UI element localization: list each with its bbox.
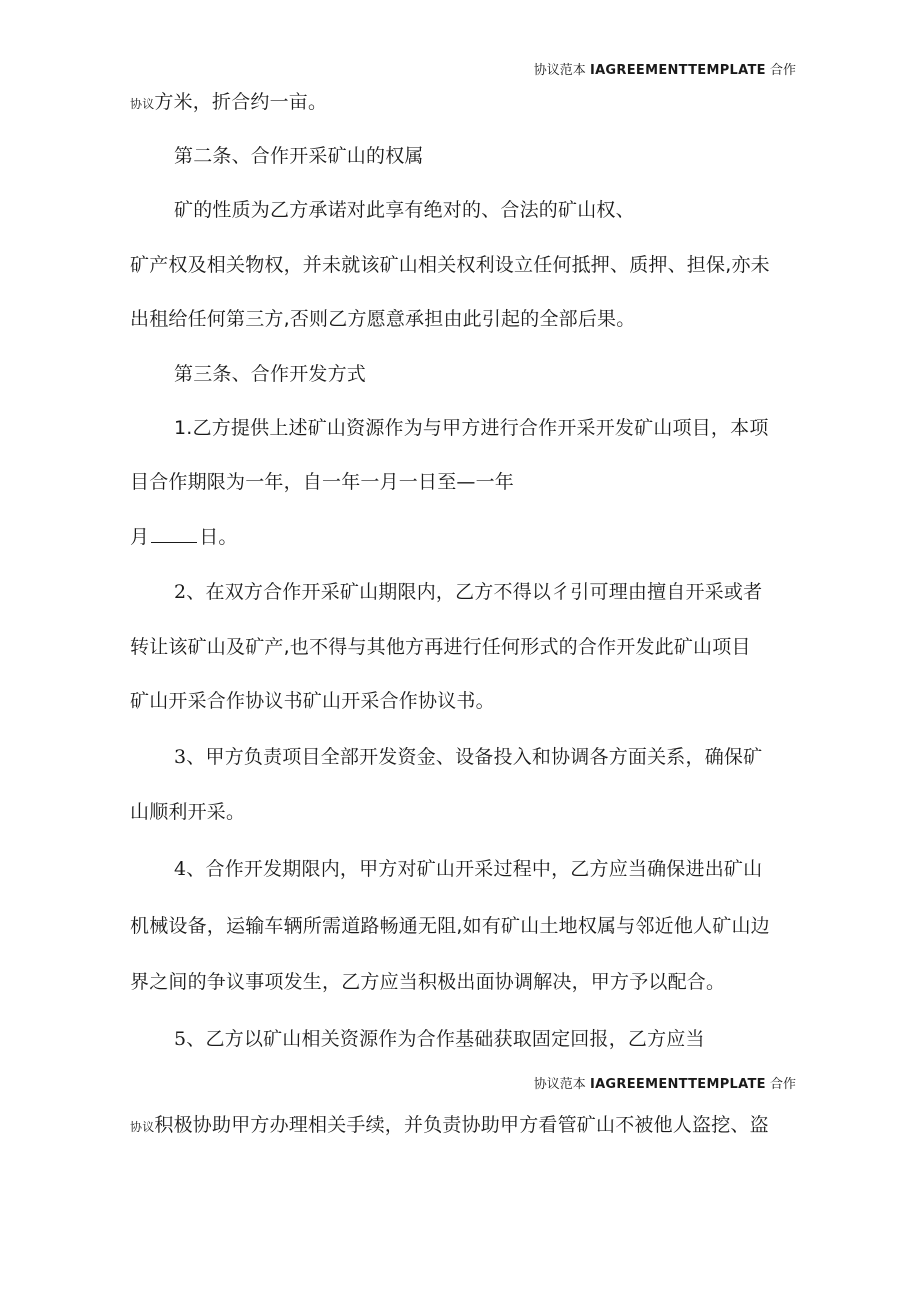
line-prefix: 协议: [130, 1120, 155, 1134]
line-text: 、合作开发期限内，甲方对矿山开采过程中，乙方应当确保进出矿山: [186, 858, 763, 880]
line-text: 、在双方合作开采矿山期限内，乙方不得以彳引可理由擅自开采或者: [186, 581, 763, 603]
text-line: 1.乙方提供上述矿山资源作为与甲方进行合作开采开发矿山项目，本项: [174, 417, 769, 439]
text-line: [174, 580, 762, 604]
clause-number: 5: [174, 1028, 187, 1050]
line-prefix: 协议: [130, 97, 155, 111]
section-heading: 第三条、合作开发方式: [174, 363, 367, 385]
text-line: 山顺利开采。: [130, 801, 246, 823]
text-line: [174, 857, 762, 881]
text-line: 界之间的争议事项发生，乙方应当积极出面协调解决，甲方予以配合。: [130, 971, 726, 993]
header-bold: IAGREEMENTTEMPLATE: [589, 63, 766, 78]
header-post: 合作: [769, 1077, 796, 1092]
line-text: 、甲方负责项目全部开发资金、设备投入和协调各方面关系，确保矿: [186, 746, 763, 768]
page-header: [534, 62, 796, 80]
text-line: 矿的性质为乙方承诺对此享有绝对的、合法的矿山权、: [174, 199, 635, 221]
line-text: 积极协助甲方办理相关手续，并负责协助甲方看管矿山不被他人盗挖、盗: [154, 1114, 769, 1136]
header-pre: 协议范本: [533, 1077, 586, 1092]
section-heading: 第二条、合作开采矿山的权属: [174, 145, 424, 167]
text-line: 机械设备，运输车辆所需道路畅通无阻,如有矿山土地权属与邻近他人矿山边: [130, 915, 770, 937]
header-bold: IAGREEMENTTEMPLATE: [589, 1077, 766, 1092]
text-line: [130, 1113, 769, 1139]
line-text: 日。: [199, 526, 238, 548]
text-line: 矿山开采合作协议书矿山开采合作协议书。: [130, 690, 495, 712]
clause-number: 4: [174, 858, 187, 880]
line-text: 方米，折合约一亩。: [154, 91, 328, 113]
text-line: 矿产权及相关物权，并未就该矿山相关权利设立任何抵押、质押、担保,亦未: [130, 254, 770, 276]
line-text: 、乙方以矿山相关资源作为合作基础获取固定回报，乙方应当: [186, 1028, 705, 1050]
text-line: [174, 745, 762, 769]
text-line: [130, 525, 238, 549]
text-line: [130, 90, 327, 116]
clause-number: 3: [174, 746, 187, 768]
text-line: 目合作期限为一年，自一年一月一日至—一年: [130, 471, 515, 493]
page-header: [534, 1076, 796, 1094]
text-line: 出租给任何第三方,否则乙方愿意承担由此引起的全部后果。: [130, 308, 636, 330]
header-pre: 协议范本: [533, 63, 586, 78]
line-text: 月: [130, 526, 150, 548]
text-line: 转让该矿山及矿产,也不得与其他方再进行任何形式的合作开发此矿山项目: [130, 636, 751, 658]
fill-blank: [151, 525, 197, 543]
header-post: 合作: [769, 63, 796, 78]
clause-number: 2: [174, 581, 187, 603]
text-line: [174, 1027, 705, 1051]
